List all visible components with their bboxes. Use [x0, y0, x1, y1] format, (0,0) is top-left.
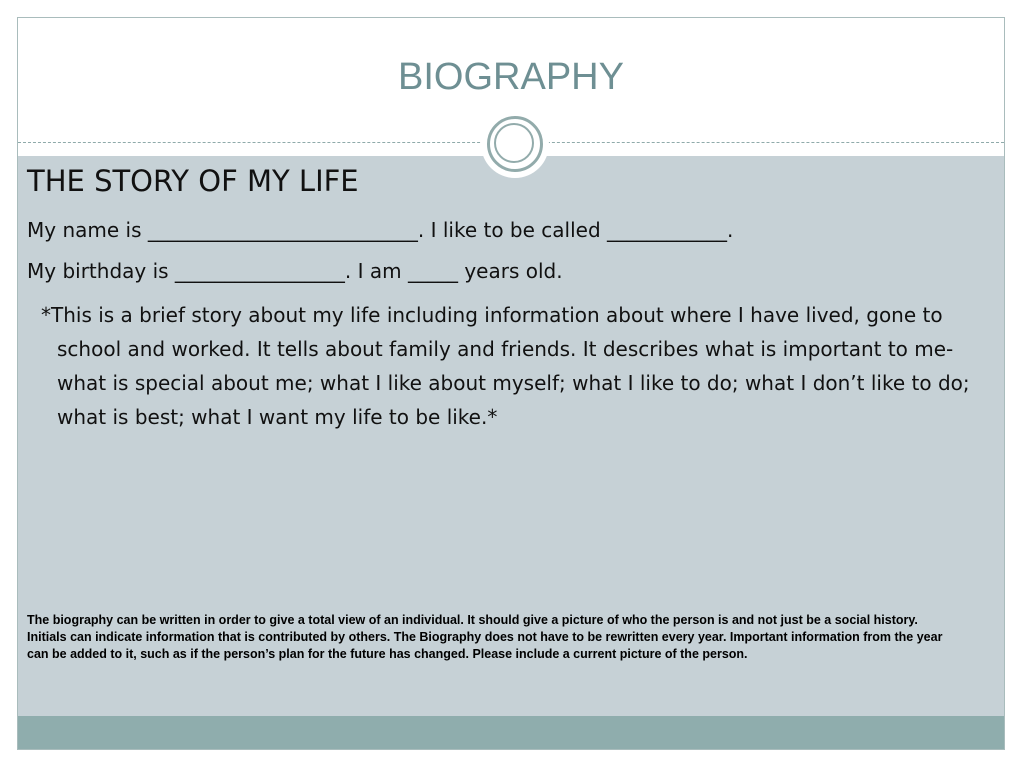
slide-title: BIOGRAPHY — [398, 56, 624, 98]
name-line: My name is ___________________________. I like to be called ____________. — [27, 218, 734, 242]
footer-band — [18, 716, 1004, 750]
story-prompt-paragraph: *This is a brief story about my life including information about where I have lived, gone to school and worked. It tells about family and friends. It describes what is important to me- what is special about me; what I like about myself; what I like to do; what I don’t like to do; what is best; what I want my life to be like.* — [41, 303, 970, 429]
circle-ornament-icon — [487, 116, 543, 172]
footnote-text: The biography can be written in order to give a total view of an individual. It should give a picture of who the person is and not just be a social history. Initials can indicate information that is contributed by others. The Biography does not have to be rewritten every year. Important information from the year can be added to it, such as if the person’s plan for the future has changed. Please include a current picture of the person. — [27, 613, 943, 661]
section-heading: THE STORY OF MY LIFE — [27, 164, 359, 198]
circle-ornament-inner-ring — [494, 123, 534, 163]
birthday-line: My birthday is _________________. I am _____ years old. — [27, 259, 563, 283]
